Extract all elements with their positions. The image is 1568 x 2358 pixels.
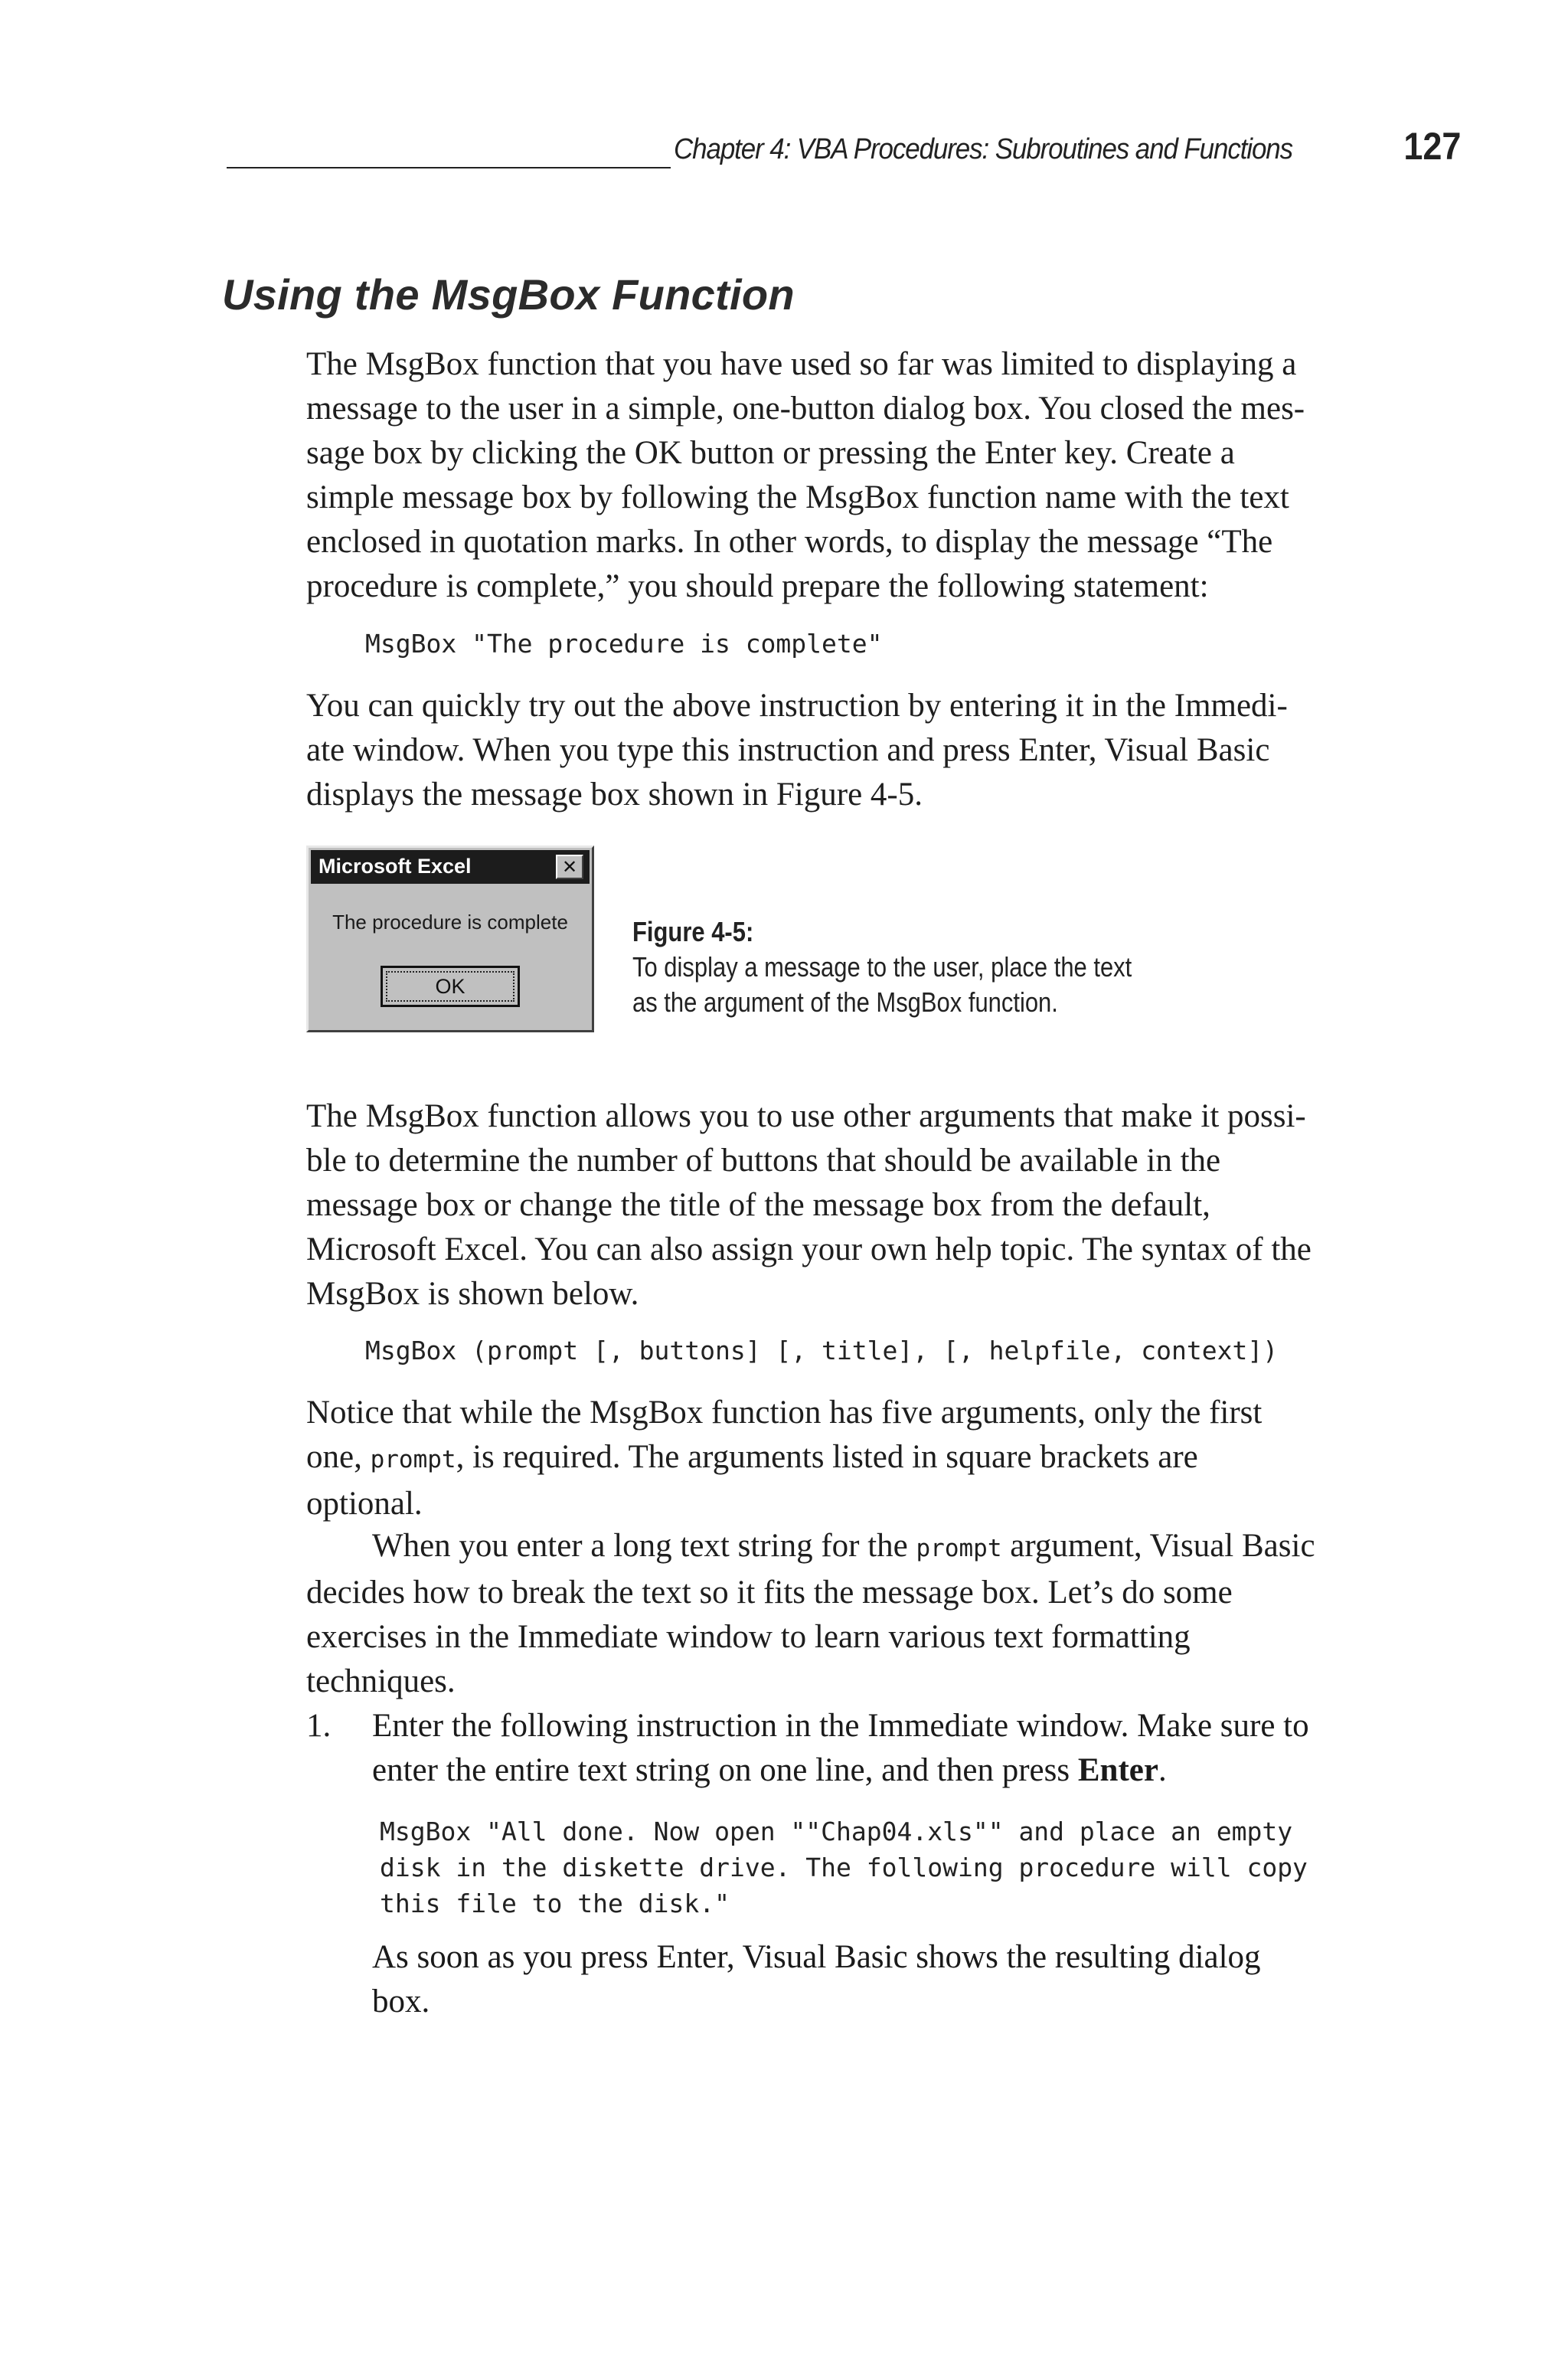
text-line: The MsgBox function that you have used so far was limited to displaying a bbox=[306, 346, 1297, 382]
code-example-msgbox: MsgBox "The procedure is complete" bbox=[365, 629, 883, 659]
text-line: message to the user in a simple, one-button dialog box. You closed the mes- bbox=[306, 391, 1305, 427]
paragraph-required-argument bbox=[306, 1391, 1462, 1526]
figure-caption bbox=[632, 914, 1132, 1020]
text-line bbox=[306, 1435, 1462, 1482]
step-number: 1. bbox=[306, 1708, 332, 1744]
section-heading: Using the MsgBox Function bbox=[222, 270, 795, 319]
text-run: . bbox=[1158, 1752, 1167, 1788]
dialog-title: Microsoft Excel bbox=[318, 855, 472, 878]
step-1-text bbox=[372, 1704, 1459, 1793]
caption-line: To display a message to the user, place the text bbox=[632, 951, 1132, 983]
text-line: box. bbox=[372, 1984, 430, 2020]
dialog-message: The procedure is complete bbox=[332, 911, 568, 934]
text-line: Enter the following instruction in the Immediate window. Make sure to bbox=[372, 1708, 1309, 1744]
code-msgbox-syntax: MsgBox (prompt [, buttons] [, title], [, helpfile, context]) bbox=[365, 1336, 1279, 1365]
text-line: enclosed in quotation marks. In other words, to display the message “The bbox=[306, 524, 1273, 560]
caption-line: as the argument of the MsgBox function. bbox=[632, 986, 1058, 1018]
text-line: simple message box by following the MsgBox function name with the text bbox=[306, 479, 1289, 515]
text-line: displays the message box shown in Figure 4-5. bbox=[306, 777, 923, 813]
page-number: 127 bbox=[1403, 125, 1461, 168]
step-1-result bbox=[372, 1935, 1459, 2024]
paragraph-intro bbox=[306, 342, 1462, 609]
inline-code-prompt: prompt bbox=[370, 1446, 456, 1473]
paragraph-arguments bbox=[306, 1094, 1462, 1316]
inline-code-prompt: prompt bbox=[916, 1535, 1002, 1562]
text-run: enter the entire text string on one line, and then press bbox=[372, 1752, 1078, 1788]
text-line: message box or change the title of the message box from the default, bbox=[306, 1187, 1210, 1223]
text-line: decides how to break the text so it fits the message box. Let’s do some bbox=[306, 1575, 1233, 1611]
running-head bbox=[227, 123, 1461, 175]
msgbox-dialog-figure bbox=[306, 845, 594, 1032]
chapter-title: Chapter 4: VBA Procedures: Subroutines and Functions bbox=[674, 133, 1293, 165]
text-line bbox=[306, 1524, 1462, 1571]
text-line: procedure is complete,” you should prepare the following statement: bbox=[306, 568, 1209, 604]
text-line: optional. bbox=[306, 1486, 423, 1522]
text-line: As soon as you press Enter, Visual Basic shows the resulting dialog bbox=[372, 1939, 1261, 1975]
text-line: sage box by clicking the OK button or pressing the Enter key. Create a bbox=[306, 435, 1235, 471]
caption-title: Figure 4-5: bbox=[632, 916, 754, 947]
text-line: ate window. When you type this instruction and press Enter, Visual Basic bbox=[306, 732, 1270, 768]
text-line: The MsgBox function allows you to use other arguments that make it possi- bbox=[306, 1098, 1306, 1134]
ok-button[interactable] bbox=[381, 966, 520, 1007]
dialog-title-bar bbox=[311, 850, 590, 884]
text-line: Notice that while the MsgBox function has five arguments, only the first bbox=[306, 1395, 1263, 1431]
text-line: ble to determine the number of buttons that should be available in the bbox=[306, 1143, 1221, 1179]
paragraph-immediate-window bbox=[306, 684, 1462, 817]
text-line: Microsoft Excel. You can also assign your own help topic. The syntax of the bbox=[306, 1231, 1312, 1267]
paragraph-long-text bbox=[306, 1524, 1462, 1704]
bold-key-enter: Enter bbox=[1077, 1752, 1158, 1788]
code-long-msgbox: MsgBox "All done. Now open ""Chap04.xls"" and place an empty disk in the diskette drive. The following procedure will copy this file to the disk." bbox=[380, 1817, 1308, 1918]
text-line: You can quickly try out the above instruction by entering it in the Immedi- bbox=[306, 688, 1288, 724]
text-run: argument, Visual Basic bbox=[1001, 1528, 1315, 1564]
text-run: , is required. The arguments listed in square brackets are bbox=[456, 1439, 1198, 1475]
text-line: exercises in the Immediate window to learn various text formatting bbox=[306, 1619, 1191, 1655]
ok-button-label: OK bbox=[386, 971, 514, 1002]
text-line bbox=[372, 1748, 1459, 1793]
text-line: MsgBox is shown below. bbox=[306, 1276, 639, 1312]
header-rule bbox=[227, 167, 671, 168]
text-line: techniques. bbox=[306, 1663, 456, 1699]
text-run: When you enter a long text string for the bbox=[372, 1528, 916, 1564]
close-icon[interactable]: ✕ bbox=[556, 855, 583, 879]
text-run: one, bbox=[306, 1439, 371, 1475]
